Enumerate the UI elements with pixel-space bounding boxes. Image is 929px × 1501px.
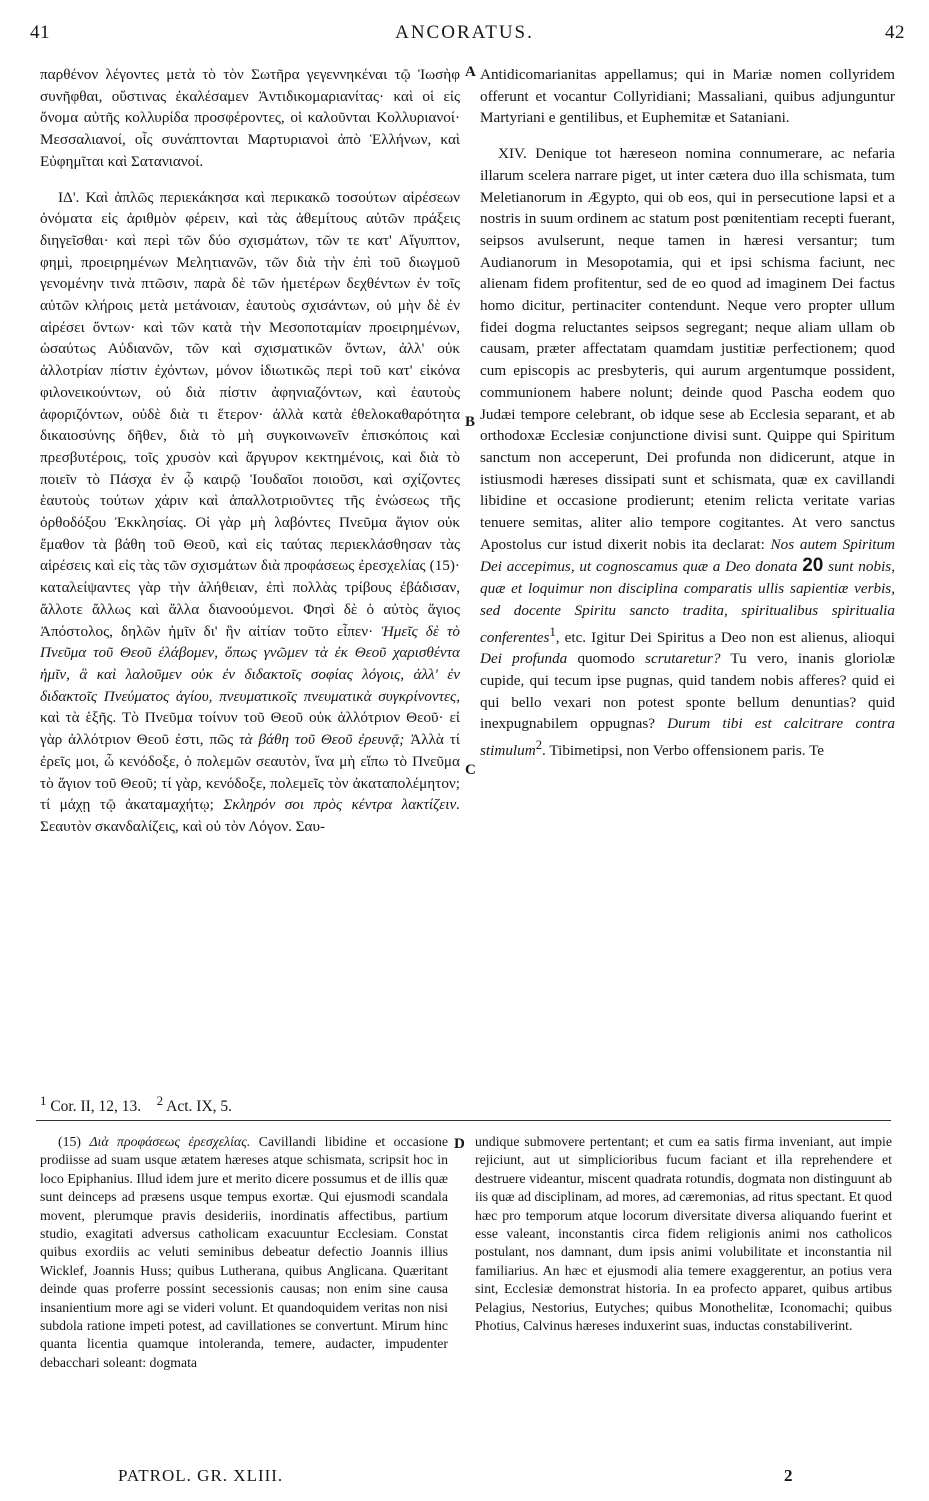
page-number-right: 42: [885, 22, 905, 43]
latin-text: , etc. Igitur Dei Spiritus a Deo non est alienus, alioqui: [555, 628, 895, 646]
latin-quotation: sunt nobis, quæ et loquimur non disciplina comparatis ullis sapientiæ verbis, sed docente Spiritu sancto tradita, spiritualibus spiritualia conferentes: [480, 558, 895, 646]
greek-quotation: τὰ βάθη τοῦ Θεοῦ ἐρευνᾷ;: [239, 731, 405, 749]
latin-paragraph-2: [480, 143, 895, 762]
latin-quotation: Dei profunda: [480, 650, 568, 668]
latin-quotation: scrutaretur?: [645, 650, 721, 668]
gathering-signature: 2: [784, 1466, 793, 1485]
reference-number: 1: [40, 1093, 47, 1108]
greek-paragraph-1: παρθένον λέγοντες μετὰ τὸ τὸν Σωτῆρα γεγεννηκέναι τῷ Ἰωσὴφ συνῆφθαι, οὕστινας ἐκαλέσαμεν Ἀντιδικομαριανίτας· καὶ οἱ εἰς ὄνομα αὐτῆς κολλυρίδα προσφέροντες, οἱ καλοῦνται Κολλυριανοί· Μεσσαλιανοί, οἷς συνάπτονται Μαρτυριανοὶ ἀπὸ Ἑλλήνων, καὶ Εὐφημῖται καὶ Σατανιανοί.: [40, 66, 460, 170]
margin-marker-a: A: [465, 64, 476, 80]
running-title: ANCORATUS.: [395, 22, 534, 43]
latin-text: . Tibimetipsi, non Verbo offensionem paris. Te: [542, 742, 825, 760]
note-continuation: undique submovere pertentant; et cum ea satis firma inveniant, aut impie rejiciunt, aut ut simplicioribus fucum faciant et illa reprehendere et destruere videantur, miscent quadrata rotundis, dogmata non distinguunt ab iis quæ ad disciplinam, ad mores, ad cæremonias, ad ritus spectant. Et quod hæc pro temporum atque locorum diversitate diversa aliquando fuerint et esse valeant, inconstantis circa fidem religionis animi nos catholicos postulant, nos damnant, dum ipsis animi volubilitate et inconstantia nil familiarius. An hæc et ejusmodi alia temere exaggerentur, an potius vera sint, Ecclesiæ demonstrat historia. In ea profecto apparet, quibus artibus Pelagius, Nestorius, Eutyches; quibus Monothelitæ, Iconomachi; quibus Photius, Calvinus hæreses induxerint suas, inductas constabiliverint.: [475, 1134, 892, 1334]
note-left-column: [40, 1133, 448, 1372]
note-text: Cavillandi libidine et occasione prodiisse ad suam usque ætatem hæreses atque schismata, scripsit hoc in loco Epiphanius. Illud idem jure et merito dicere possumus et de illis quæ sunt deinceps ad præsens usque tempus exortæ. Qui ejusmodi scandala movent, plerumque pravis desideriis, inordinatis affectibus, partium studio, exagitati adversus catholicam exacuuntur Ecclesiam. Constat quibus exordiis ac veluti seminibus debeatur defectio Joannis illius Wicklef, Joannis Huss; quibus Lutherana, quibus Anglicana. Quæritant deinde quas proferre possint secessionis causas; non enim sine causa insanientium more agi se videri volunt. Et quandoquidem veritas non nisi subdola ratione impeti potest, ad cavillationes se convertunt. Mirum hinc quanta licentia quamque intoleranda, temere, audacter, impudenter debacchari soleant: dogmata: [40, 1134, 448, 1370]
note-15: [40, 1133, 448, 1372]
margin-marker-b: B: [465, 414, 476, 430]
page-marker-number: 20: [802, 555, 824, 577]
note-greek-lemma: Διὰ προφάσεως ἐρεσχελίας.: [89, 1134, 251, 1149]
greek-text: καὶ τὰ ἑξῆς. Τὸ Πνεῦμα τοίνυν τοῦ Θεοῦ οὐκ ἀλλότριον Θεοῦ· εἰ γὰρ ἀλλότριον Θεοῦ ἐστι, πῶς: [40, 709, 460, 749]
series-signature: PATROL. GR. XLIII.: [118, 1466, 284, 1485]
scripture-references: [40, 1093, 232, 1116]
latin-text: Denique tot hæreseon nomina connumerare, ac nefaria illarum scelera narrare piget, ut inter cætera duo illa schismata, tum Meletianorum in Ægypto, qui ob eos, qui in persecutione lapsi et a nostris in suum ordinem ac statum post pœnitentiam recepti fuerant, seipsos avulserunt, neque tamen in hæresi versantur; tum Audianorum in Mesopotamia, qui et ipsi schisma faciunt, nec alienam fidem profitentur, sed de eo quod ad imaginem Dei factus homo dicitur, pertinaciter contendunt. Neque vero propter ullum fidei dogma reluctantes seipsos segregant; neque aliam ullam ob causam, præter affectatam quamdam justitiæ perfectionem; quod cum episcopis ac presbyteris, qui aurum argentumque possident, communionem habere nolunt; deinde quod Pascha eodem quo Judæi tempore celebrant, ob idque sese ab Ecclesia separant, et ab orthodoxæ Ecclesiæ conjunctione divisi sunt. Quippe qui Spiritum sanctum non acceperunt, Dei profunda non didicerunt, atque in istiusmodi hæreses dissipati sunt et schismata, quæ ex cavillandi libidine et occasione prodierunt; etenim relicta veritate varias tenuere semitas, aliter alio tempore cogitantes. At vero sanctus Apostolus cur istud dixerit nobis ita declarat:: [480, 145, 895, 553]
footnote-ref: 1: [549, 624, 556, 639]
reference-2: Act. IX, 5.: [166, 1098, 233, 1116]
reference-1: Cor. II, 12, 13.: [50, 1098, 142, 1116]
greek-quotation: Ἡμεῖς δὲ τὸ Πνεῦμα τοῦ Θεοῦ ἐλάβομεν, ὅπως γνῶμεν τὰ ἐκ Θεοῦ χαρισθέντα ἡμῖν, ἃ καὶ λαλοῦμεν οὐκ ἐν διδακτοῖς σοφίας λόγοις, ἀλλ' ἐν διδακτοῖς Πνεύματος ἁγίου, πνευματικοῖς πνευματικὰ συγκρίνοντες,: [40, 622, 460, 705]
margin-marker-c: C: [465, 762, 476, 778]
note-label: (15): [58, 1134, 81, 1149]
latin-section-number: XIV.: [498, 145, 527, 163]
greek-column: [40, 64, 460, 838]
latin-column: [480, 64, 895, 762]
greek-section-number: ΙΔ'.: [58, 188, 80, 206]
latin-paragraph-1: Antidicomarianitas appellamus; qui in Mariæ nomen collyridem offerunt et vocantur Collyridiani; Massaliani, quibus adjunguntur Martyriani e gentilibus, et Euphemitæ et Sataniani.: [480, 66, 895, 127]
latin-quotation: Nos autem Spiritum Dei accepimus, ut cognoscamus quæ a Deo donata: [480, 535, 896, 576]
reference-number: 2: [156, 1093, 164, 1108]
page-number-left: 41: [30, 22, 50, 43]
greek-quotation: Σκληρόν σοι πρὸς κέντρα λακτίζειν.: [223, 796, 460, 814]
footnote-ref: 2: [535, 738, 543, 753]
latin-text: quomodo: [567, 650, 646, 668]
greek-text: Σεαυτὸν σκανδαλίζεις, καὶ οὐ τὸν Λόγον. Σαυ-: [40, 817, 326, 835]
greek-text: Ἀλλὰ τί ἐρεῖς μοι, ὦ κενόδοξε, ὁ πολεμῶν σεαυτὸν, ἵνα μὴ εἴπω τὸ Πνεῦμα τὸ ἅγιον τοῦ Θεοῦ; τί γὰρ, κενόδοξε, πολεμεῖς τὸν ἀκαταπολέμητον; τί μάχῃ τῷ ἀκαταμαχήτῳ;: [40, 731, 460, 814]
greek-paragraph-2: [40, 187, 460, 838]
margin-marker-d: D: [454, 1136, 465, 1152]
notes-divider: [36, 1120, 891, 1121]
greek-text: Καὶ ἁπλῶς περιεκάκησα καὶ περικακῶ τοσούτων αἱρέσεων ὀνόματα εἰς ἀριθμὸν φέρειν, καὶ τὰς ἀθεμίτους αὐτῶν πράξεις διηγεῖσθαι· καὶ περὶ τῶν δύο σχισμάτων, τῶν τε κατ' Αἴγυπτον, φημὶ, προειρημένων Μελητιανῶν, τῶν διὰ τὴν ἐπὶ τοῦ διωγμοῦ γενομένην τινὰ πτῶσιν, παρὰ δὲ τῶν ἡμετέρων δεχθέντων ἐν τοῖς αὐτῶν κλήροις μετὰ μετάνοιαν, ἑαυτοὺς σχισάντων, οὐ μὴν δὲ ἐν αἱρέσει ὄντων· καὶ τῶν κατὰ τὴν Μεσοποταμίαν προειρημένων, ὡσαύτως Αὐδιανῶν, τῶν καὶ σχισματικῶν ὄντων, ἀλλ' οὐκ ἀλλοτρίαν πίστιν ἐχόντων, μόνον ἰδιωτικῶς περὶ τοῦ κατ' εἰκόνα φιλονεικούντων, οὐ διὰ πίστιν ἀφηνιαζόντων, καὶ ἑαυτοὺς ἀφοριζόντων, οὐδὲ διὰ τι ἕτερον· ἀλλὰ κατὰ ἐθελοκαθαρότητα δικαιοσύνης δῆθεν, διὰ τὸ μὴ συγκοινωνεῖν ἐπισκόποις καὶ πρεσβυτέροις, τοῖς χρυσὸν καὶ ἄργυρον κεκτημένοις, καὶ διὰ τὸ ποιεῖν τὸ Πάσχα ἐν ᾧ καιρῷ Ἰουδαῖοι ποιοῦσι, καὶ σχίζοντες ἑαυτοὺς τούτων χάριν καὶ ἀπαλλοτριοῦντες τῆς ἑνώσεως τῆς ὀρθοδόξου Ἐκκλησίας. Οἱ γὰρ μὴ λαβόντες Πνεῦμα ἅγιον οὐκ ἔμαθον τὰ βάθη τοῦ Θεοῦ, καὶ εἰς ταύτας περιεκλάσθησαν τὰς αἱρέσεις καὶ εἰς τὰς τῶν σχισμάτων διὰ προφάσεως ἐρεσχελίας (15)· καταλείψαντες γὰρ τὴν ἀλήθειαν, ἐπὶ πολλὰς τρίβους ἐβάδισαν, ἄλλοτε ἄλλως καὶ ἄλλα διανοούμενοι. Φησὶ δὲ ὁ αὐτὸς ἅγιος Ἀπόστολος, δηλῶν ἡμῖν δι' ἣν αἰτίαν τοῦτο εἶπεν·: [40, 188, 460, 640]
latin-text: Tu vero, inanis gloriolæ cupide, qui tecum ipse pugnas, quid tandem nobis afferes? quid ei qui bello vexari non potest sponte bellum denuntias? quid inexpugnabilem oppugnas?: [480, 650, 895, 733]
latin-quotation: Durum tibi est calcitrare contra stimulum: [480, 715, 895, 760]
note-right-column: [475, 1133, 892, 1335]
